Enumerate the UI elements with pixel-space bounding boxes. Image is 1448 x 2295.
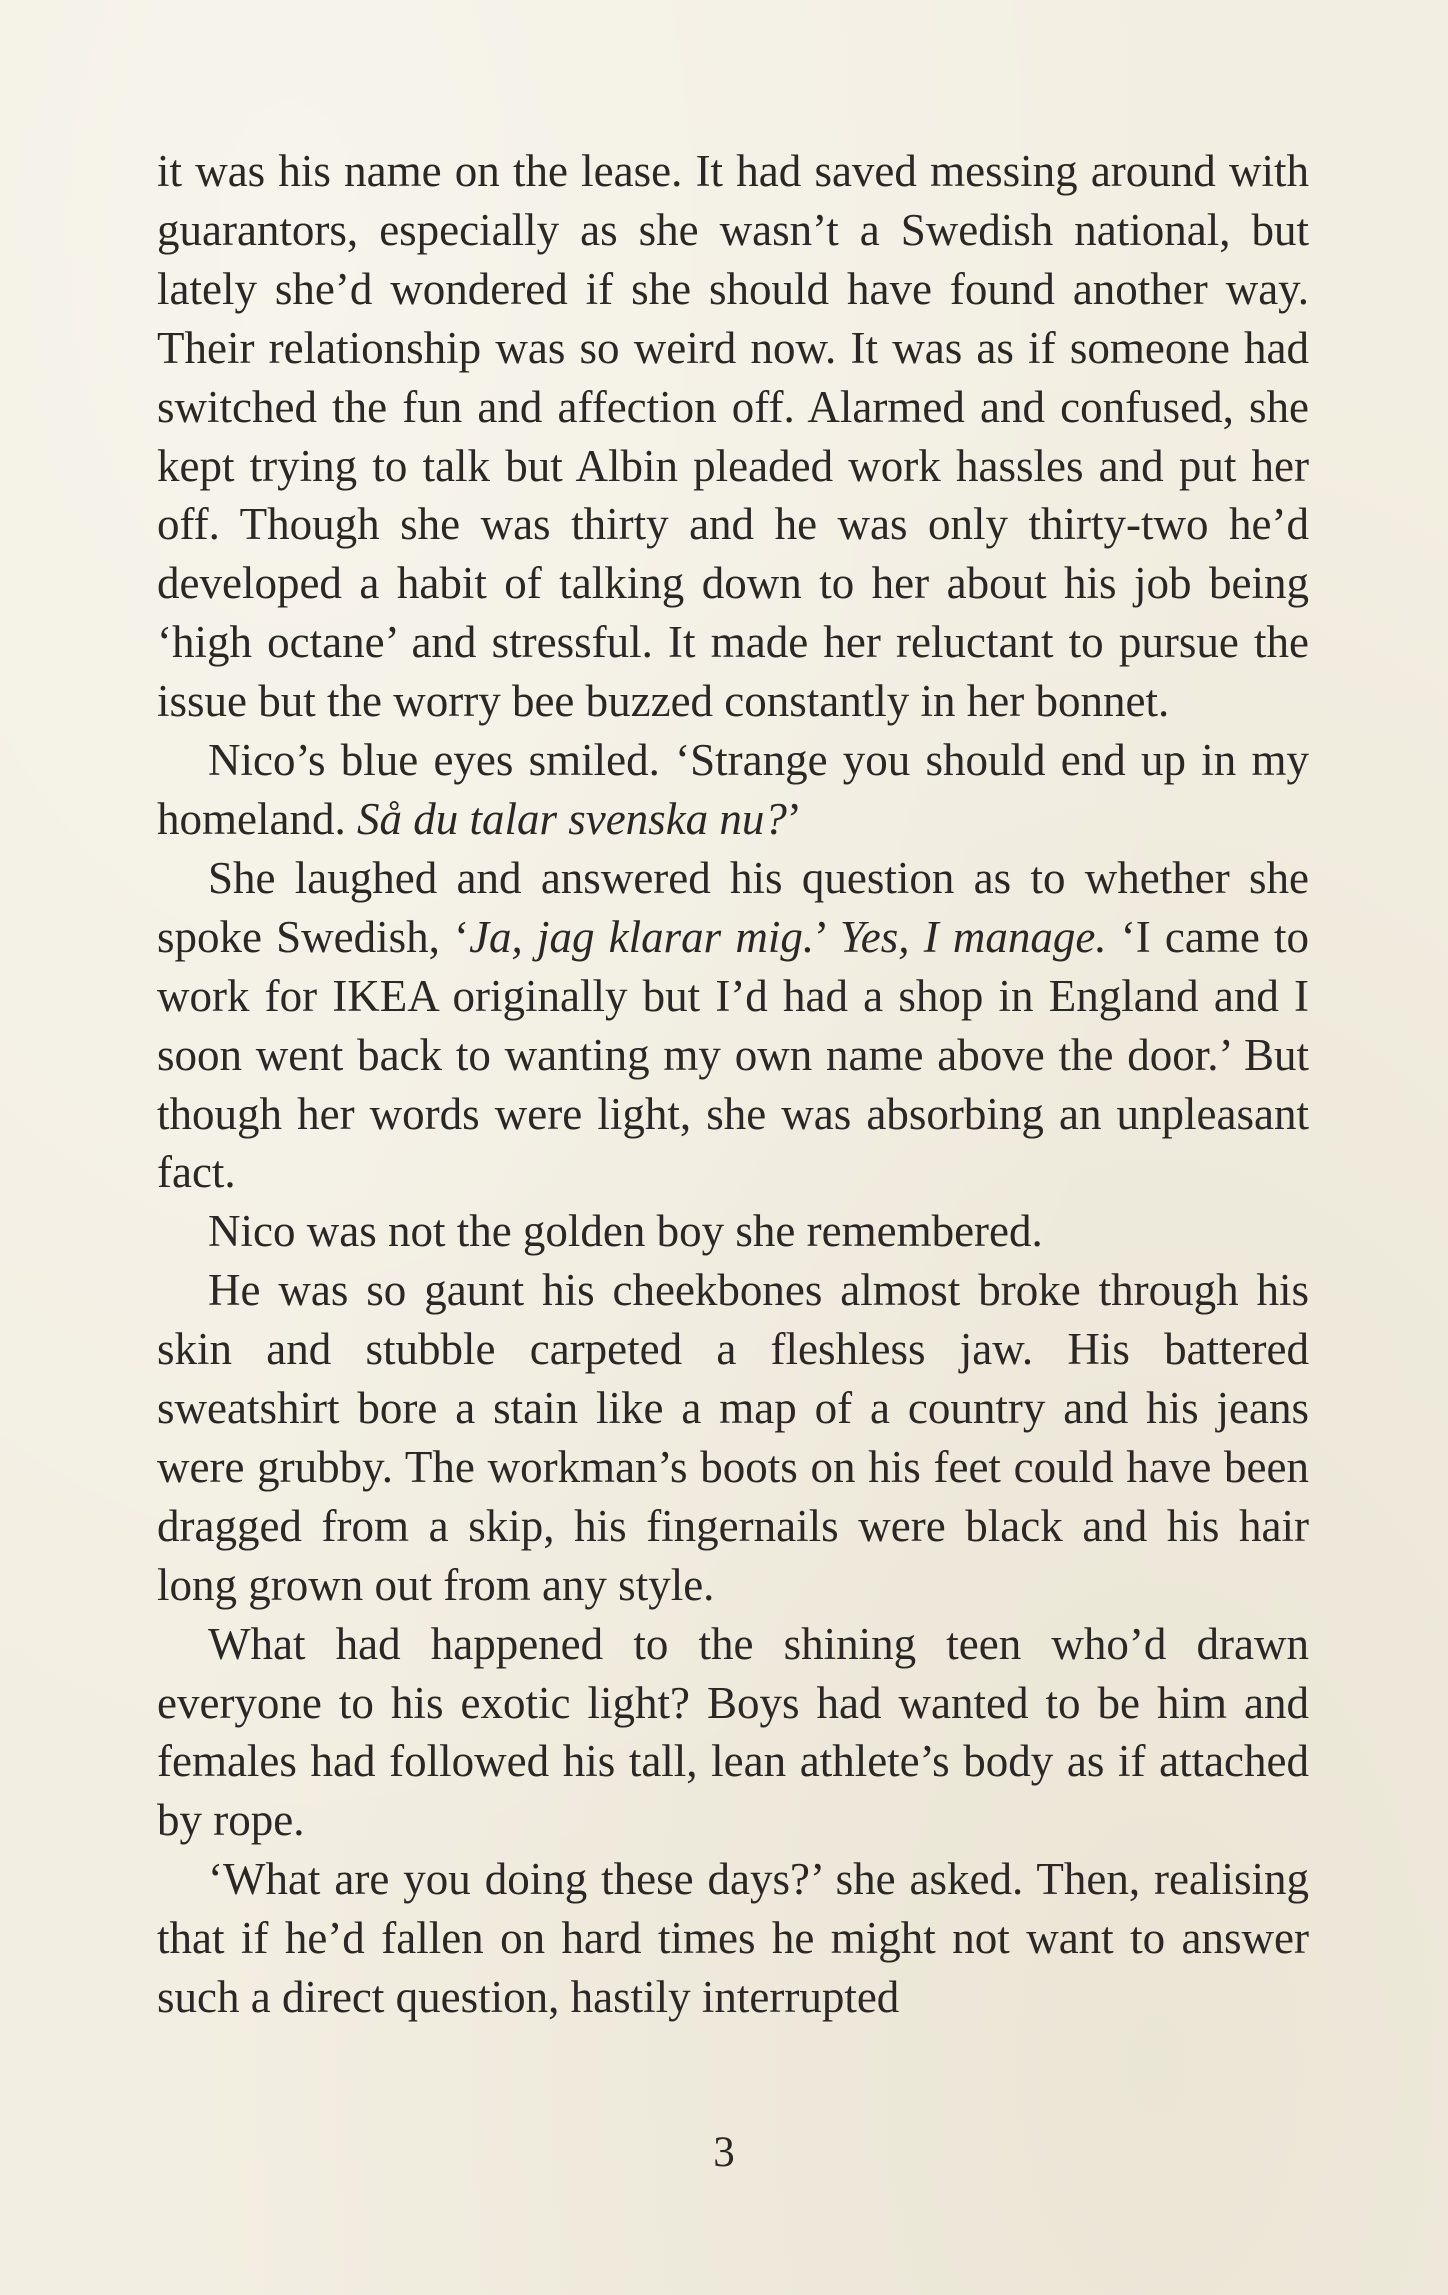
text-run: He was so gaunt his cheekbones almost broke through his skin and stubble carpeted a fleshless jaw. His battered sweatshirt bore a stain like a map of a country and his jeans were grubby. The workman’s boots on his feet could have been dragged from a skip, his fingernails were black and his hair long grown out from any style. [157,1265,1309,1610]
text-run: Nico’s blue eyes smiled. ‘Strange you should end up in my homeland. [157,735,1309,844]
paragraph [157,849,1309,1202]
body-text [157,142,1309,2027]
text-run: ‘I came to work for IKEA originally but I’d had a shop in England and I soon went back to wanting my own name above the door.’ But though her words were light, she was absorbing an unpleasant fact. [157,911,1310,1198]
paragraph [157,1202,1309,1261]
text-run: ‘What are you doing these days?’ she asked. Then, realising that if he’d fallen on hard times he might not want to answer such a direct question, hastily interrupted [157,1854,1309,2023]
paragraph [157,1615,1309,1851]
text-run: it was his name on the lease. It had saved messing around with guarantors, especially as she wasn’t a Swedish national, but lately she’d wondered if she should have found another way. Their relationship was so weird now. It was as if someone had switched the fun and affection off. Alarmed and confused, she kept trying to talk but Albin pleaded work hassles and put her off. Though she was thirty and he was only thirty-two he’d developed a habit of talking down to her about his job being ‘high octane’ and stressful. It made her reluctant to pursue the issue but the worry bee buzzed constantly in her bonnet. [157,146,1309,727]
text-run: ’ [786,793,802,844]
text-run: She laughed and answered his question as to whether she spoke Swedish, ‘ [157,852,1309,962]
paragraph [157,142,1309,731]
paragraph [157,1261,1309,1614]
italic-run: Yes, I manage. [839,911,1107,962]
text-run: What had happened to the shining teen who’d drawn everyone to his exotic light? Boys had wanted to be him and females had followed his tall, lean athlete’s body as if attached by rope. [157,1618,1309,1846]
italic-run: Ja, jag klarar mig. [469,911,815,962]
paragraph [157,731,1309,849]
text-run: Nico was not the golden boy she remembered. [208,1206,1043,1257]
page-number: 3 [713,2129,735,2176]
italic-run: Så du talar svenska nu? [356,793,787,844]
text-run: ’ [814,911,840,962]
paragraph [157,1850,1309,2027]
